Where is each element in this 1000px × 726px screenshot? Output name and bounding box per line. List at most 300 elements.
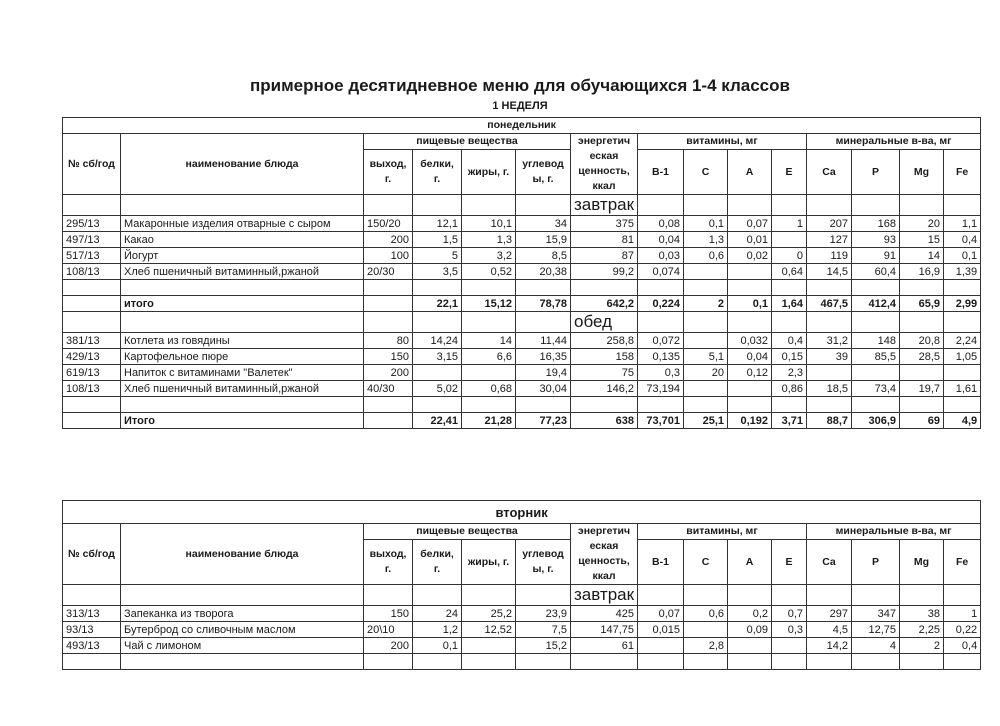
cell-protein: 0,1 xyxy=(413,638,462,654)
cell-ca: 14,5 xyxy=(807,264,852,280)
cell-e xyxy=(772,232,807,248)
empty-cell xyxy=(63,312,121,333)
empty-cell xyxy=(852,654,900,670)
cell-carbs: 8,5 xyxy=(516,248,571,264)
cell-fat: 3,2 xyxy=(462,248,516,264)
table-row xyxy=(63,622,981,638)
cell-a: 0,032 xyxy=(728,333,772,349)
meal-label: завтрак xyxy=(571,585,638,606)
cell-fat: 6,6 xyxy=(462,349,516,365)
cell-b1: 0,135 xyxy=(638,349,684,365)
table-row xyxy=(63,333,981,349)
col-energy: энергетич еская ценность, ккал xyxy=(571,134,638,195)
empty-cell xyxy=(807,585,852,606)
cell-a xyxy=(728,638,772,654)
table-row xyxy=(63,264,981,280)
table-row xyxy=(63,232,981,248)
col-p: P xyxy=(852,540,900,585)
empty-cell xyxy=(413,312,462,333)
cell-protein: 5 xyxy=(413,248,462,264)
table-body xyxy=(63,195,981,429)
empty-cell xyxy=(571,397,638,413)
empty-cell xyxy=(462,654,516,670)
cell-yield: 20/30 xyxy=(364,264,413,280)
empty-cell xyxy=(364,654,413,670)
empty-cell xyxy=(900,585,944,606)
total-p: 412,4 xyxy=(852,296,900,312)
empty-cell xyxy=(516,654,571,670)
spacer-row xyxy=(63,397,981,413)
cell-ca: 31,2 xyxy=(807,333,852,349)
cell-ca: 18,5 xyxy=(807,381,852,397)
cell-name: Макаронные изделия отварные с сыром xyxy=(121,216,364,232)
cell-e: 0,86 xyxy=(772,381,807,397)
col-fe: Fe xyxy=(944,150,981,195)
cell-ca: 14,2 xyxy=(807,638,852,654)
cell-fe: 1 xyxy=(944,606,981,622)
cell-code: 493/13 xyxy=(63,638,121,654)
empty-cell xyxy=(944,312,981,333)
cell-a: 0,2 xyxy=(728,606,772,622)
cell-e: 0,4 xyxy=(772,333,807,349)
empty-cell xyxy=(852,312,900,333)
empty-cell xyxy=(944,280,981,296)
empty-cell xyxy=(121,195,364,216)
empty-cell xyxy=(63,195,121,216)
empty-cell xyxy=(364,585,413,606)
empty-cell xyxy=(121,654,364,670)
cell-fe: 1,61 xyxy=(944,381,981,397)
cell-e xyxy=(772,638,807,654)
table-body xyxy=(63,585,981,670)
col-carbs: углевод ы, г. xyxy=(516,150,571,195)
empty-cell xyxy=(900,397,944,413)
cell-fat: 1,3 xyxy=(462,232,516,248)
empty-cell xyxy=(462,280,516,296)
table-row xyxy=(63,606,981,622)
cell-carbs: 7,5 xyxy=(516,622,571,638)
col-code: № сб/год xyxy=(63,134,121,195)
cell-code: 108/13 xyxy=(63,381,121,397)
empty-cell xyxy=(121,280,364,296)
cell-mg: 38 xyxy=(900,606,944,622)
cell-e: 0,7 xyxy=(772,606,807,622)
cell-code: 619/13 xyxy=(63,365,121,381)
cell-fat: 25,2 xyxy=(462,606,516,622)
cell-b1: 0,072 xyxy=(638,333,684,349)
meal-label: завтрак xyxy=(571,195,638,216)
menu-table-tuesday xyxy=(62,500,981,670)
col-energy: энергетич еская ценность, ккал xyxy=(571,524,638,585)
cell-name: Запеканка из творога xyxy=(121,606,364,622)
cell-fat xyxy=(462,638,516,654)
cell-code: 93/13 xyxy=(63,622,121,638)
cell-mg: 16,9 xyxy=(900,264,944,280)
total-ca: 88,7 xyxy=(807,413,852,429)
cell-energy: 375 xyxy=(571,216,638,232)
cell-a: 0,02 xyxy=(728,248,772,264)
total-p: 306,9 xyxy=(852,413,900,429)
empty-cell xyxy=(364,195,413,216)
empty-cell xyxy=(772,280,807,296)
total-code xyxy=(63,413,121,429)
total-yield xyxy=(364,413,413,429)
total-protein: 22,1 xyxy=(413,296,462,312)
cell-e: 0,15 xyxy=(772,349,807,365)
empty-cell xyxy=(852,397,900,413)
cell-b1: 0,07 xyxy=(638,606,684,622)
cell-mg: 15 xyxy=(900,232,944,248)
cell-mg: 2 xyxy=(900,638,944,654)
table-row xyxy=(63,381,981,397)
empty-cell xyxy=(516,312,571,333)
cell-code: 429/13 xyxy=(63,349,121,365)
cell-protein: 14,24 xyxy=(413,333,462,349)
cell-name: Хлеб пшеничный витаминный,ржаной xyxy=(121,381,364,397)
empty-cell xyxy=(684,312,728,333)
total-energy: 642,2 xyxy=(571,296,638,312)
total-code xyxy=(63,296,121,312)
cell-e: 0 xyxy=(772,248,807,264)
cell-p: 347 xyxy=(852,606,900,622)
cell-energy: 75 xyxy=(571,365,638,381)
empty-cell xyxy=(684,585,728,606)
cell-ca: 119 xyxy=(807,248,852,264)
cell-carbs: 16,35 xyxy=(516,349,571,365)
col-e: E xyxy=(772,150,807,195)
col-fe: Fe xyxy=(944,540,981,585)
cell-yield: 100 xyxy=(364,248,413,264)
cell-ca xyxy=(807,365,852,381)
cell-protein: 1,5 xyxy=(413,232,462,248)
col-a: A xyxy=(728,150,772,195)
table-row xyxy=(63,638,981,654)
cell-fat: 0,52 xyxy=(462,264,516,280)
col-yield: выход, г. xyxy=(364,150,413,195)
empty-cell xyxy=(364,397,413,413)
total-e: 3,71 xyxy=(772,413,807,429)
empty-cell xyxy=(63,654,121,670)
empty-cell xyxy=(638,585,684,606)
col-group-nutrients: пищевые вещества xyxy=(364,524,571,540)
col-ca: Ca xyxy=(807,150,852,195)
cell-energy: 258,8 xyxy=(571,333,638,349)
empty-cell xyxy=(900,195,944,216)
empty-cell xyxy=(944,654,981,670)
meal-header-row xyxy=(63,195,981,216)
meal-header-row xyxy=(63,585,981,606)
total-mg: 65,9 xyxy=(900,296,944,312)
total-c: 25,1 xyxy=(684,413,728,429)
cell-fe: 0,1 xyxy=(944,248,981,264)
col-b1: B-1 xyxy=(638,150,684,195)
cell-protein: 24 xyxy=(413,606,462,622)
cell-code: 497/13 xyxy=(63,232,121,248)
cell-e: 1 xyxy=(772,216,807,232)
table-row xyxy=(63,349,981,365)
cell-c: 5,1 xyxy=(684,349,728,365)
cell-fat: 10,1 xyxy=(462,216,516,232)
total-protein: 22,41 xyxy=(413,413,462,429)
col-name: наименование блюда xyxy=(121,134,364,195)
cell-a: 0,01 xyxy=(728,232,772,248)
empty-cell xyxy=(772,195,807,216)
cell-fat: 14 xyxy=(462,333,516,349)
cell-energy: 147,75 xyxy=(571,622,638,638)
total-fat: 21,28 xyxy=(462,413,516,429)
col-a: A xyxy=(728,540,772,585)
empty-cell xyxy=(684,654,728,670)
empty-cell xyxy=(944,195,981,216)
cell-fe: 2,24 xyxy=(944,333,981,349)
meal-label: обед xyxy=(571,312,638,333)
empty-cell xyxy=(900,312,944,333)
cell-mg: 28,5 xyxy=(900,349,944,365)
empty-cell xyxy=(63,280,121,296)
empty-cell xyxy=(63,397,121,413)
cell-a: 0,07 xyxy=(728,216,772,232)
meal-header-row xyxy=(63,312,981,333)
cell-fe: 0,4 xyxy=(944,232,981,248)
cell-mg: 14 xyxy=(900,248,944,264)
cell-energy: 146,2 xyxy=(571,381,638,397)
cell-fe: 1,39 xyxy=(944,264,981,280)
total-carbs: 78,78 xyxy=(516,296,571,312)
cell-carbs: 19,4 xyxy=(516,365,571,381)
cell-carbs: 15,2 xyxy=(516,638,571,654)
empty-cell xyxy=(772,654,807,670)
cell-ca: 4,5 xyxy=(807,622,852,638)
cell-c xyxy=(684,381,728,397)
cell-p: 12,75 xyxy=(852,622,900,638)
cell-e: 0,64 xyxy=(772,264,807,280)
document-title: примерное десятидневное меню для обучающихся 1-4 классов xyxy=(250,76,790,95)
empty-cell xyxy=(571,280,638,296)
cell-energy: 87 xyxy=(571,248,638,264)
empty-cell xyxy=(413,654,462,670)
cell-c xyxy=(684,264,728,280)
empty-cell xyxy=(462,397,516,413)
empty-cell xyxy=(772,312,807,333)
empty-cell xyxy=(852,280,900,296)
cell-name: Йогурт xyxy=(121,248,364,264)
cell-p: 91 xyxy=(852,248,900,264)
empty-cell xyxy=(516,585,571,606)
cell-fe: 0,22 xyxy=(944,622,981,638)
cell-p: 148 xyxy=(852,333,900,349)
col-fat: жиры, г. xyxy=(462,540,516,585)
total-b1: 0,224 xyxy=(638,296,684,312)
cell-ca: 297 xyxy=(807,606,852,622)
menu-table-monday xyxy=(62,117,981,429)
cell-code: 517/13 xyxy=(63,248,121,264)
cell-yield: 150 xyxy=(364,606,413,622)
col-c: C xyxy=(684,540,728,585)
cell-carbs: 34 xyxy=(516,216,571,232)
col-group-vitamins: витамины, мг xyxy=(638,524,807,540)
cell-carbs: 30,04 xyxy=(516,381,571,397)
cell-energy: 158 xyxy=(571,349,638,365)
total-yield xyxy=(364,296,413,312)
cell-b1: 0,074 xyxy=(638,264,684,280)
col-mg: Mg xyxy=(900,540,944,585)
cell-ca: 39 xyxy=(807,349,852,365)
cell-energy: 81 xyxy=(571,232,638,248)
empty-cell xyxy=(728,397,772,413)
cell-fat xyxy=(462,365,516,381)
cell-a: 0,09 xyxy=(728,622,772,638)
empty-cell xyxy=(900,280,944,296)
cell-code: 381/13 xyxy=(63,333,121,349)
total-a: 0,1 xyxy=(728,296,772,312)
cell-c: 20 xyxy=(684,365,728,381)
cell-mg: 19,7 xyxy=(900,381,944,397)
cell-energy: 425 xyxy=(571,606,638,622)
cell-yield: 40/30 xyxy=(364,381,413,397)
col-b1: B-1 xyxy=(638,540,684,585)
cell-carbs: 15,9 xyxy=(516,232,571,248)
cell-protein: 3,15 xyxy=(413,349,462,365)
cell-a xyxy=(728,381,772,397)
col-yield: выход, г. xyxy=(364,540,413,585)
cell-energy: 99,2 xyxy=(571,264,638,280)
empty-cell xyxy=(728,585,772,606)
cell-e: 2,3 xyxy=(772,365,807,381)
total-mg: 69 xyxy=(900,413,944,429)
cell-ca: 207 xyxy=(807,216,852,232)
table-header xyxy=(63,501,981,585)
empty-cell xyxy=(516,280,571,296)
col-p: P xyxy=(852,150,900,195)
cell-protein: 5,02 xyxy=(413,381,462,397)
total-energy: 638 xyxy=(571,413,638,429)
cell-p: 85,5 xyxy=(852,349,900,365)
cell-b1: 0,3 xyxy=(638,365,684,381)
cell-yield: 200 xyxy=(364,232,413,248)
empty-cell xyxy=(413,585,462,606)
empty-cell xyxy=(852,195,900,216)
total-name: итого xyxy=(121,296,364,312)
cell-carbs: 11,44 xyxy=(516,333,571,349)
spacer-row xyxy=(63,654,981,670)
cell-protein: 3,5 xyxy=(413,264,462,280)
total-fe: 4,9 xyxy=(944,413,981,429)
empty-cell xyxy=(364,280,413,296)
cell-yield: 20\10 xyxy=(364,622,413,638)
total-name: Итого xyxy=(121,413,364,429)
table-row xyxy=(63,216,981,232)
cell-fe: 1,1 xyxy=(944,216,981,232)
cell-c: 0,6 xyxy=(684,248,728,264)
cell-fe: 0,4 xyxy=(944,638,981,654)
empty-cell xyxy=(728,312,772,333)
empty-cell xyxy=(638,312,684,333)
cell-fat: 12,52 xyxy=(462,622,516,638)
empty-cell xyxy=(807,397,852,413)
empty-cell xyxy=(807,195,852,216)
cell-name: Хлеб пшеничный витаминный,ржаной xyxy=(121,264,364,280)
col-ca: Ca xyxy=(807,540,852,585)
total-c: 2 xyxy=(684,296,728,312)
cell-yield: 200 xyxy=(364,638,413,654)
empty-cell xyxy=(684,195,728,216)
empty-cell xyxy=(638,280,684,296)
empty-cell xyxy=(684,280,728,296)
empty-cell xyxy=(638,654,684,670)
col-name: наименование блюда xyxy=(121,524,364,585)
total-b1: 73,701 xyxy=(638,413,684,429)
cell-c: 1,3 xyxy=(684,232,728,248)
col-code: № сб/год xyxy=(63,524,121,585)
cell-p: 168 xyxy=(852,216,900,232)
cell-mg: 20 xyxy=(900,216,944,232)
empty-cell xyxy=(516,195,571,216)
col-carbs: углевод ы, г. xyxy=(516,540,571,585)
cell-mg xyxy=(900,365,944,381)
cell-b1: 0,08 xyxy=(638,216,684,232)
cell-p: 4 xyxy=(852,638,900,654)
cell-yield: 80 xyxy=(364,333,413,349)
cell-name: Напиток с витаминами "Валетек" xyxy=(121,365,364,381)
cell-name: Картофельное пюре xyxy=(121,349,364,365)
table-row xyxy=(63,365,981,381)
day-label: понедельник xyxy=(63,118,981,134)
col-group-vitamins: витамины, мг xyxy=(638,134,807,150)
empty-cell xyxy=(413,280,462,296)
cell-code: 108/13 xyxy=(63,264,121,280)
cell-p: 73,4 xyxy=(852,381,900,397)
cell-p: 60,4 xyxy=(852,264,900,280)
total-ca: 467,5 xyxy=(807,296,852,312)
cell-c: 0,6 xyxy=(684,606,728,622)
cell-yield: 150/20 xyxy=(364,216,413,232)
empty-cell xyxy=(413,195,462,216)
col-group-minerals: минеральные в-ва, мг xyxy=(807,524,981,540)
cell-yield: 150 xyxy=(364,349,413,365)
cell-fat: 0,68 xyxy=(462,381,516,397)
empty-cell xyxy=(728,280,772,296)
cell-p: 93 xyxy=(852,232,900,248)
cell-a xyxy=(728,264,772,280)
table-header xyxy=(63,118,981,195)
empty-cell xyxy=(807,654,852,670)
empty-cell xyxy=(900,654,944,670)
cell-carbs: 23,9 xyxy=(516,606,571,622)
cell-mg: 20,8 xyxy=(900,333,944,349)
cell-b1: 0,03 xyxy=(638,248,684,264)
day-label: вторник xyxy=(63,501,981,524)
empty-cell xyxy=(944,397,981,413)
col-fat: жиры, г. xyxy=(462,150,516,195)
empty-cell xyxy=(728,195,772,216)
cell-ca: 127 xyxy=(807,232,852,248)
total-fe: 2,99 xyxy=(944,296,981,312)
col-group-minerals: минеральные в-ва, мг xyxy=(807,134,981,150)
cell-c xyxy=(684,333,728,349)
total-fat: 15,12 xyxy=(462,296,516,312)
cell-fe: 1,05 xyxy=(944,349,981,365)
empty-cell xyxy=(728,654,772,670)
empty-cell xyxy=(852,585,900,606)
cell-carbs: 20,38 xyxy=(516,264,571,280)
cell-a: 0,04 xyxy=(728,349,772,365)
cell-protein xyxy=(413,365,462,381)
cell-fe xyxy=(944,365,981,381)
cell-name: Какао xyxy=(121,232,364,248)
total-row xyxy=(63,413,981,429)
empty-cell xyxy=(121,397,364,413)
col-mg: Mg xyxy=(900,150,944,195)
